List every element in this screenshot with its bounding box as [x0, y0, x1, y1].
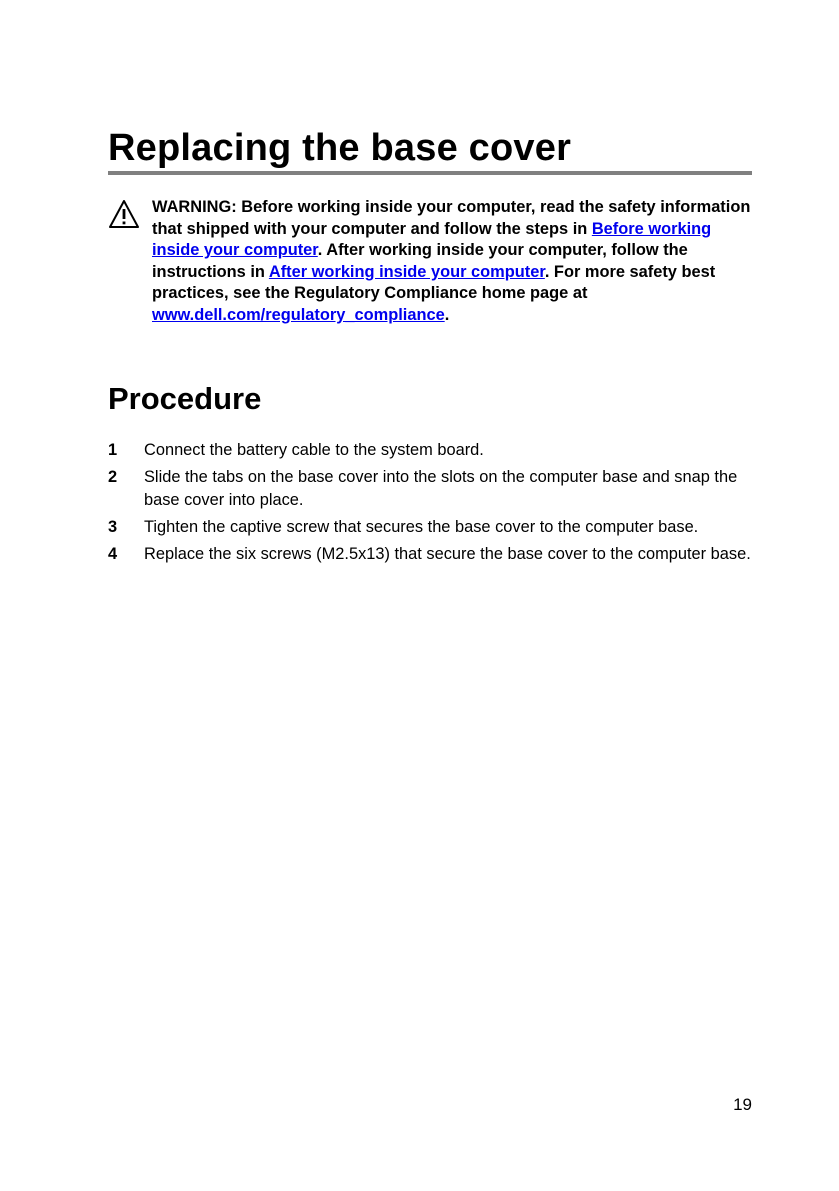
page-title: Replacing the base cover [108, 127, 572, 169]
step-number: 1 [108, 441, 118, 459]
link-regulatory-compliance[interactable]: www.dell.com/regulatory_compliance [152, 305, 445, 324]
procedure-step [108, 439, 752, 462]
warning-triangle-icon [108, 199, 140, 229]
warning-text [152, 197, 752, 327]
title-divider [108, 171, 752, 175]
step-text: Connect the battery cable to the system board. [144, 441, 484, 459]
warning-text-part-2: . After working inside your computer, follow the instructions in [152, 241, 688, 281]
link-before-working[interactable]: Before working inside your computer [152, 219, 712, 260]
procedure-steps [108, 439, 752, 570]
procedure-step [108, 543, 752, 566]
procedure-step [108, 516, 752, 539]
step-number: 3 [108, 517, 118, 536]
step-text: Slide the tabs on the base cover into the slots on the computer base and snap the base cover into place. [144, 468, 738, 509]
warning-text-part-4: . [444, 305, 450, 324]
step-text: Tighten the captive screw that secures the base cover to the computer base. [144, 517, 699, 536]
step-number: 4 [108, 544, 118, 563]
warning-text-part-3: . For more safety best practices, see the Regulatory Compliance home page at [152, 262, 716, 303]
link-after-working[interactable]: After working inside your computer [268, 262, 545, 281]
procedure-heading: Procedure [108, 381, 262, 416]
step-text: Replace the six screws (M2.5x13) that secure the base cover to the computer base. [144, 544, 751, 563]
warning-text-part-1: WARNING: Before working inside your computer, read the safety information that shipped with your computer and follow the steps in [152, 198, 751, 238]
page-number: 19 [733, 1095, 752, 1114]
procedure-step [108, 466, 752, 511]
step-number: 2 [108, 468, 118, 486]
